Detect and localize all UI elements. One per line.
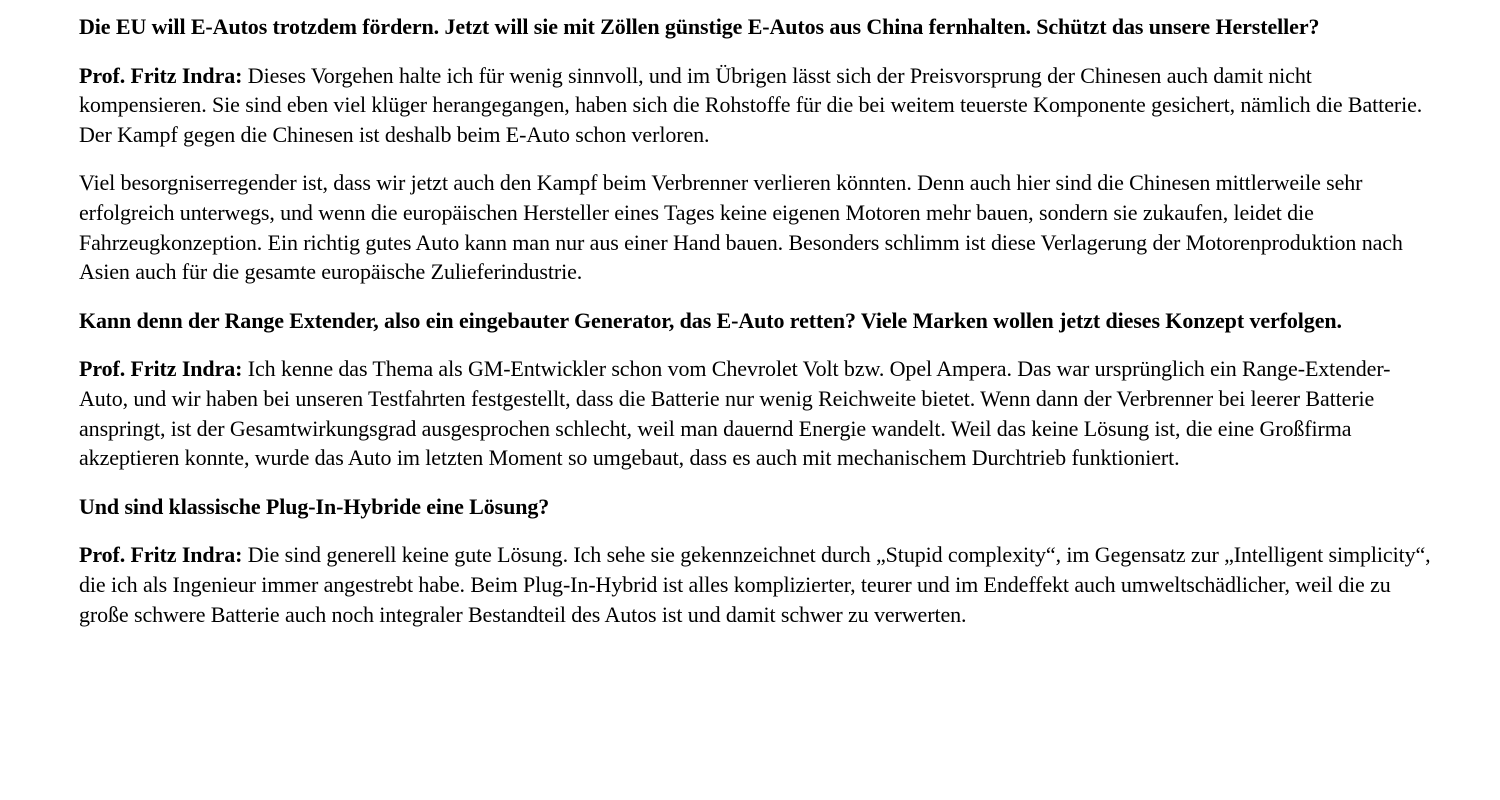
- interview-question: Kann denn der Range Extender, also ein eingebauter Generator, das E-Auto retten? Viele Marken wollen jetzt dieses Konzept verfolgen.: [79, 307, 1342, 333]
- speaker-label: Prof. Fritz Indra:: [79, 62, 243, 88]
- interview-question: Und sind klassische Plug-In-Hybride eine Lösung?: [79, 493, 550, 519]
- answer-continuation: Viel besorgniserregender ist, dass wir jetzt auch den Kampf beim Verbrenner verlieren könnten. Denn auch hier sind die Chinesen mittlerweile sehr erfolgreich unterwegs, und wenn die europäischen Hersteller eines Tages keine eigenen Motoren mehr bauen, sondern sie zukaufen, leidet die Fahrzeugkonzeption. Ein richtig gutes Auto kann man nur aus einer Hand bauen. Besonders schlimm ist diese Verlagerung der Motorenproduktion nach Asien auch für die gesamte europäische Zulieferindustrie.: [79, 170, 1403, 285]
- interview-answer: [79, 61, 1434, 150]
- answer-text: Dieses Vorgehen halte ich für wenig sinnvoll, und im Übrigen lässt sich der Preisvorsprung der Chinesen auch damit nicht kompensieren. Sie sind eben viel klüger herangegangen, haben sich die Rohstoffe für die bei weitem teuerste Komponente gesichert, nämlich die Batterie. Der Kampf gegen die Chinesen ist deshalb beim E-Auto schon verloren.: [79, 62, 1423, 147]
- interview-question: Die EU will E-Autos trotzdem fördern. Jetzt will sie mit Zöllen günstige E-Autos aus China fernhalten. Schützt das unsere Hersteller?: [79, 14, 1320, 39]
- answer-text: Ich kenne das Thema als GM-Entwickler schon vom Chevrolet Volt bzw. Opel Ampera. Das war ursprünglich ein Range-Extender-Auto, und wir haben bei unseren Testfahrten festgestellt, dass die Batterie nur wenig Reichweite bietet. Wenn dann der Verbrenner bei leerer Batterie anspringt, ist der Gesamtwirkungsgrad ausgesprochen schlecht, weil man dauernd Energie wandelt. Weil das keine Lösung ist, die eine Großfirma akzeptieren konnte, wurde das Auto im letzten Moment so umgebaut, dass es auch mit mechanischem Durchtrieb funktioniert.: [79, 356, 1391, 471]
- speaker-label: Prof. Fritz Indra:: [79, 356, 243, 382]
- article-body: [79, 12, 1434, 648]
- interview-answer: [79, 354, 1434, 472]
- speaker-label: Prof. Fritz Indra:: [79, 542, 243, 568]
- interview-answer: [79, 540, 1434, 629]
- answer-text: Die sind generell keine gute Lösung. Ich sehe sie gekennzeichnet durch „Stupid complexity“, im Gegensatz zur „Intelligent simplicity“, die ich als Ingenieur immer angestrebt habe. Beim Plug-In-Hybrid ist alles komplizierter, teurer und im Endeffekt auch umweltschädlicher, weil die zu große schwere Batterie auch noch integraler Bestandteil des Autos ist und damit schwer zu verwerten.: [79, 542, 1431, 627]
